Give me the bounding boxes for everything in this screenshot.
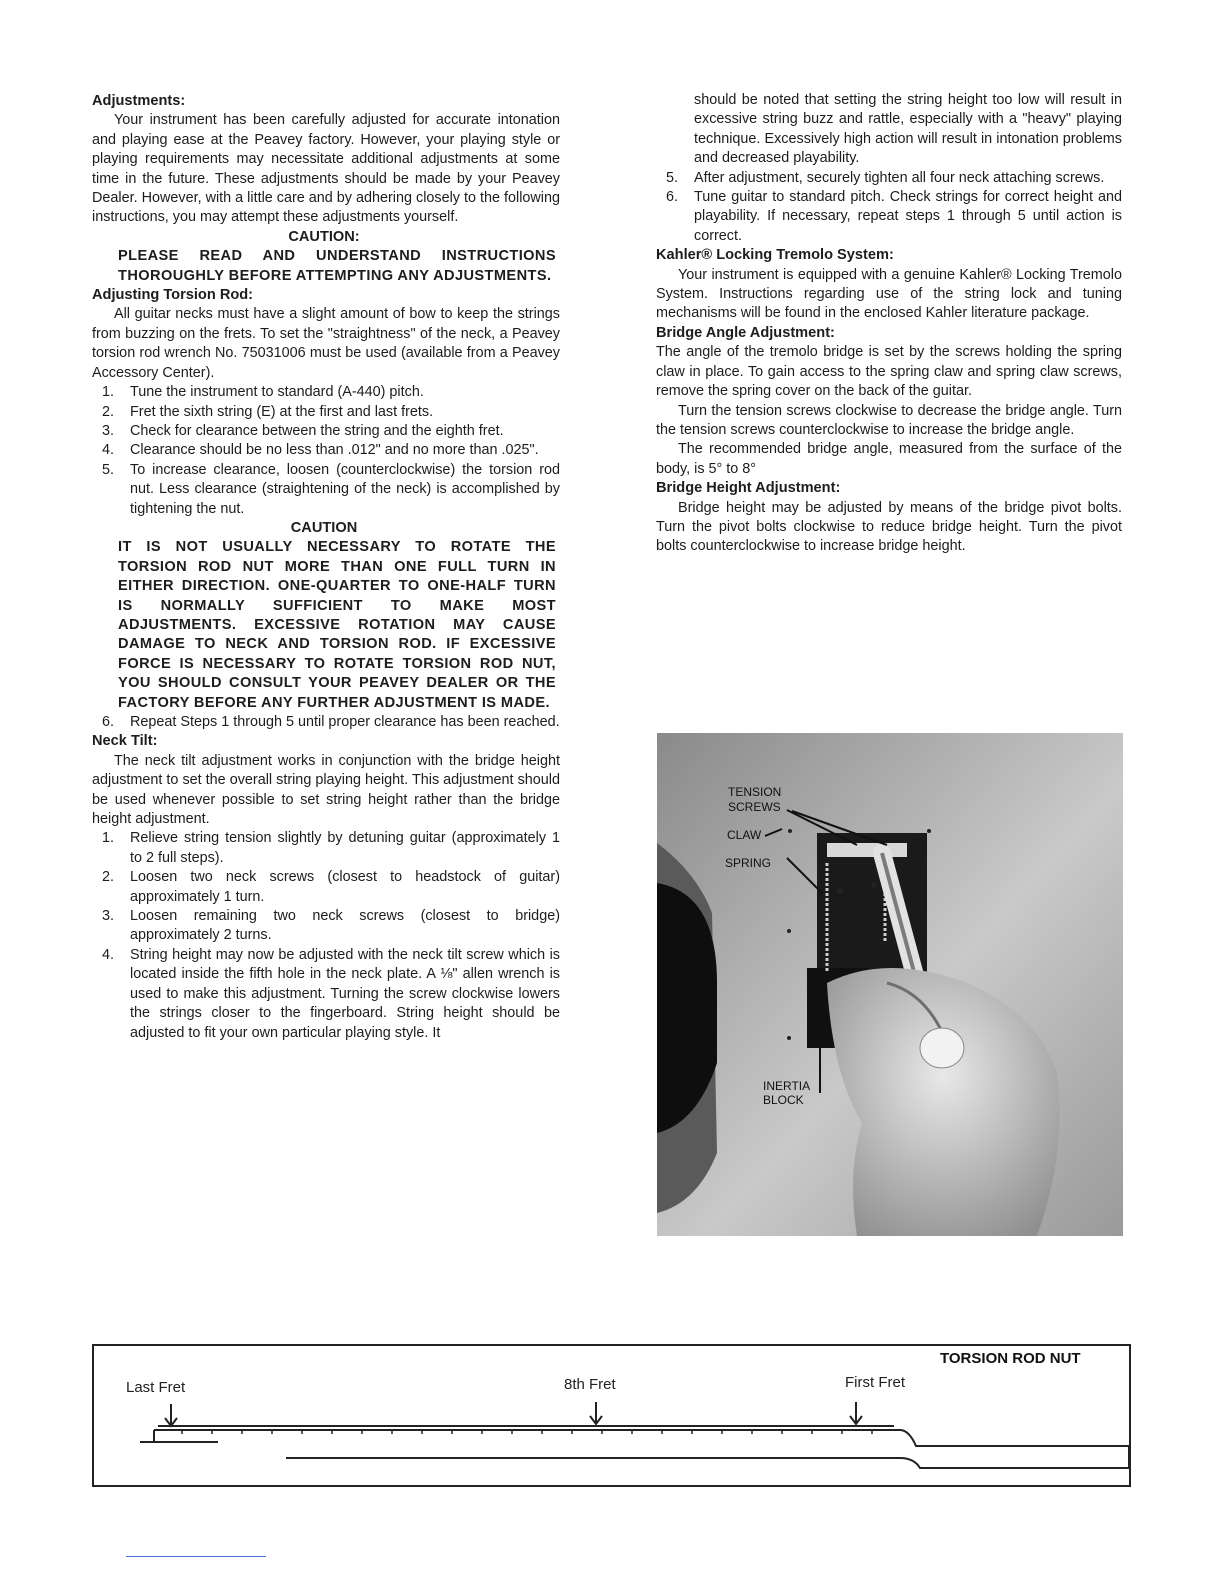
step-text: To increase clearance, loosen (counterclockwise) the torsion rod nut. Less clearance (straightening of the neck) is accomplished by tightening the nut. bbox=[130, 461, 560, 517]
list-item bbox=[92, 829, 560, 868]
neck-tilt-heading: Neck Tilt: bbox=[92, 733, 158, 750]
torsion-rod-heading: Adjusting Torsion Rod: bbox=[92, 287, 254, 304]
adjustments-heading: Adjustments: bbox=[92, 93, 186, 109]
step-number: 5. bbox=[102, 461, 115, 478]
caution-box-2 bbox=[92, 519, 560, 713]
step-text: Relieve string tension slightly by detuning guitar (approximately 1 to 2 full steps). bbox=[130, 830, 560, 866]
label-spring: SPRING bbox=[725, 856, 772, 870]
label-block: BLOCK bbox=[763, 1093, 804, 1107]
bridge-angle-heading: Bridge Angle Adjustment: bbox=[656, 324, 835, 341]
step-text: Loosen remaining two neck screws (closest to bridge) approximately 2 turns. bbox=[130, 908, 560, 944]
torsion-rod-diagram bbox=[92, 1344, 1131, 1487]
list-item bbox=[92, 713, 560, 732]
right-column bbox=[656, 91, 1122, 557]
footer-rule bbox=[126, 1556, 266, 1557]
kahler-paragraph: Your instrument is equipped with a genuine Kahler® Locking Tremolo System. Instructions regarding use of the string lock and tuning mechanisms will be found in the enclosed Kahler literature package. bbox=[656, 266, 1122, 322]
bridge-angle-paragraph-1: The angle of the tremolo bridge is set by the screws holding the spring claw in place. To gain access to the spring claw and spring claw screws, remove the spring cover on the back of the guitar. bbox=[656, 344, 1122, 400]
list-item bbox=[656, 188, 1122, 246]
step-number: 3. bbox=[102, 422, 115, 439]
step-text: Fret the sixth string (E) at the first and last frets. bbox=[130, 403, 434, 420]
caution-title-1: CAUTION: bbox=[288, 228, 360, 245]
list-item bbox=[92, 907, 560, 946]
step-number: 3. bbox=[102, 908, 115, 925]
list-item bbox=[656, 169, 1122, 188]
label-claw: CLAW bbox=[727, 828, 762, 842]
step-text: Repeat Steps 1 through 5 until proper clearance has been reached. bbox=[130, 714, 560, 730]
step-text: Clearance should be no less than .012" and no more than .025". bbox=[130, 442, 539, 459]
bridge-angle-paragraph-2: Turn the tension screws clockwise to decrease the bridge angle. Turn the tension screws counterclockwise to increase the bridge angle. bbox=[656, 402, 1122, 438]
label-inertia: INERTIA bbox=[763, 1079, 811, 1093]
neck-steps-list bbox=[92, 829, 560, 1042]
diagram-title: TORSION ROD NUT bbox=[940, 1350, 1081, 1367]
list-item bbox=[92, 441, 560, 460]
label-last-fret: Last Fret bbox=[126, 1379, 186, 1396]
step-text: Loosen two neck screws (closest to headstock of guitar) approximately 1 turn. bbox=[130, 869, 560, 905]
label-first-fret: First Fret bbox=[845, 1374, 905, 1391]
list-item bbox=[92, 868, 560, 907]
list-item bbox=[92, 946, 560, 1043]
step-text: Tune guitar to standard pitch. Check strings for correct height and playability. If necessary, repeat steps 1 through 5 until action is correct. bbox=[694, 189, 1122, 244]
step-number: 1. bbox=[102, 384, 115, 401]
left-column bbox=[92, 92, 560, 1043]
continued-step bbox=[656, 91, 1122, 169]
step-text: String height may now be adjusted with the neck tilt screw which is located inside the fifth hole in the neck plate. A ⅛" allen wrench is used to make this adjustment. Turning the screw clockwise lowers the strings closer to the fingerboard. String height should be adjusted to fit your own particular playing style. It bbox=[130, 946, 560, 1041]
torsion-steps-list bbox=[92, 383, 560, 519]
step-text: Check for clearance between the string and the eighth fret. bbox=[130, 422, 504, 439]
step-text: After adjustment, securely tighten all four neck attaching screws. bbox=[694, 169, 1105, 186]
step-number: 6. bbox=[666, 189, 679, 206]
bridge-height-heading: Bridge Height Adjustment: bbox=[656, 480, 841, 497]
list-item bbox=[92, 461, 560, 519]
step-number: 4. bbox=[102, 442, 115, 459]
bridge-angle-paragraph-3: The recommended bridge angle, measured from the surface of the body, is 5° to 8° bbox=[656, 441, 1122, 477]
tremolo-cavity-photo bbox=[657, 733, 1123, 1236]
list-item bbox=[92, 422, 560, 441]
list-item bbox=[656, 91, 1122, 169]
step-number: 5. bbox=[666, 169, 679, 186]
kahler-heading: Kahler® Locking Tremolo System: bbox=[656, 247, 894, 264]
step-number: 6. bbox=[102, 714, 115, 730]
step-number: 2. bbox=[102, 403, 115, 420]
adjustments-paragraph: Your instrument has been carefully adjusted for accurate intonation and playing ease at the Peavey factory. However, your playing style or playing requirements may necessitate additional adjustments at some time in the future. These adjustments should be made by your Peavey Dealer. However, with a little care and by adhering closely to the following instructions, you may attempt these adjustments yourself. bbox=[92, 112, 560, 226]
neck-tilt-paragraph: The neck tilt adjustment works in conjunction with the bridge height adjustment to set the overall string playing height. This adjustment should be used whenever possible to set string height rather than the bridge height adjustment. bbox=[92, 752, 560, 828]
step-number: 1. bbox=[102, 830, 115, 847]
step-number: 2. bbox=[102, 869, 115, 886]
list-item bbox=[92, 403, 560, 422]
label-tension: TENSION bbox=[728, 785, 782, 799]
neck-steps-continued bbox=[656, 169, 1122, 247]
caution-body-1: PLEASE READ AND UNDERSTAND INSTRUCTIONS THOROUGHLY BEFORE ATTEMPTING ANY ADJUSTMENTS. bbox=[118, 248, 556, 284]
list-item bbox=[92, 383, 560, 402]
torsion-step-6 bbox=[92, 713, 560, 732]
bridge-height-paragraph: Bridge height may be adjusted by means of the bridge pivot bolts. Turn the pivot bolts clockwise to reduce bridge height. Turn the pivot bolts counterclockwise to increase bridge height. bbox=[656, 499, 1122, 555]
step-text: should be noted that setting the string height too low will result in excessive string buzz and rattle, especially with a "heavy" playing technique. Excessively high action will result in intonation problems and decreased playability. bbox=[694, 92, 1122, 167]
torsion-rod-paragraph: All guitar necks must have a slight amount of bow to keep the strings from buzzing on the frets. To set the "straightness" of the neck, a Peavey torsion rod wrench No. 75031006 must be used (available from a Peavey Accessory Center). bbox=[92, 306, 560, 381]
photo-illustration bbox=[657, 733, 1123, 1236]
step-number: 4. bbox=[102, 946, 115, 963]
caution-body-2: IT IS NOT USUALLY NECESSARY TO ROTATE THE TORSION ROD NUT MORE THAN ONE FULL TURN IN EITHER DIRECTION. ONE-QUARTER TO ONE-HALF TURN IS NORMALLY SUFFICIENT TO MAKE MOST ADJUSTMENTS. EXCESSIVE ROTATION MAY CAUSE DAMAGE TO NECK AND TORSION ROD. IF EXCESSIVE FORCE IS NECESSARY TO ROTATE TORSION ROD NUT, YOU SHOULD CONSULT YOUR PEAVEY DEALER OR THE FACTORY BEFORE ANY FURTHER ADJUSTMENT IS MADE. bbox=[118, 539, 556, 711]
label-screws: SCREWS bbox=[728, 800, 781, 814]
caution-title-2: CAUTION bbox=[290, 519, 358, 536]
caution-box-1 bbox=[92, 228, 560, 286]
label-eighth-fret: 8th Fret bbox=[564, 1376, 616, 1393]
step-text: Tune the instrument to standard (A-440) pitch. bbox=[130, 384, 424, 401]
neck-drawing bbox=[94, 1346, 1129, 1485]
